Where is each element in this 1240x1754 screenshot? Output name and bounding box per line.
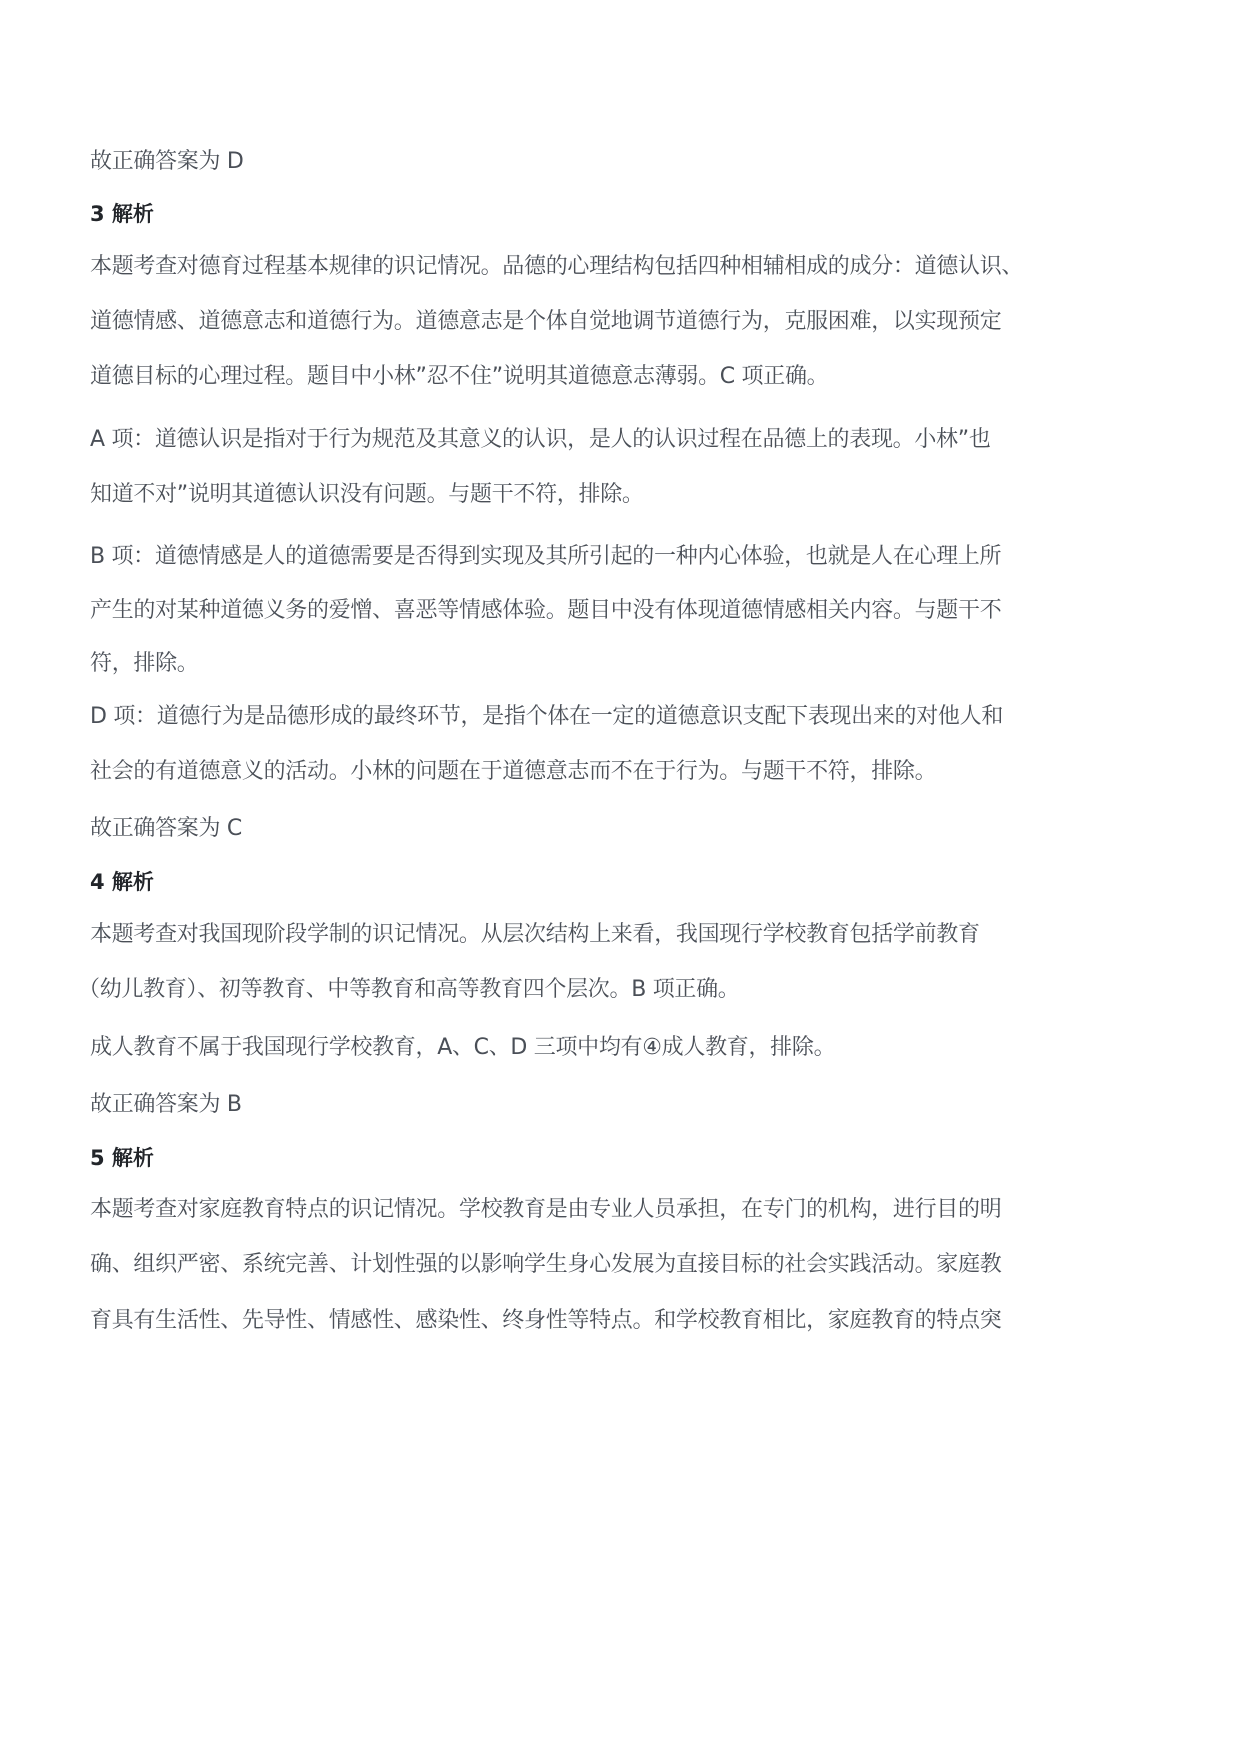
q3-option-b-line-2: 产生的对某种道德义务的爱憎、喜恶等情感体验。题目中没有体现道德情感相关内容。与题干不 <box>90 598 1002 623</box>
q3-intro-line-1: 本题考查对德育过程基本规律的识记情况。品德的心理结构包括四种相辅相成的成分：道德认识、 <box>90 254 1024 279</box>
q5-intro-line-3: 育具有生活性、先导性、情感性、感染性、终身性等特点。和学校教育相比，家庭教育的特点突 <box>90 1308 1002 1333</box>
q5-intro-line-2: 确、组织严密、系统完善、计划性强的以影响学生身心发展为直接目标的社会实践活动。家庭教 <box>90 1252 1002 1277</box>
answer-line-q3: 故正确答案为 C <box>90 816 242 841</box>
q5-intro-line-1: 本题考查对家庭教育特点的识记情况。学校教育是由专业人员承担，在专门的机构，进行目的明 <box>90 1197 1002 1222</box>
q3-option-b-line-1: B 项：道德情感是人的道德需要是否得到实现及其所引起的一种内心体验，也就是人在心理上所 <box>90 544 1002 569</box>
q3-option-a-line-1: A 项：道德认识是指对于行为规范及其意义的认识，是人的认识过程在品德上的表现。小林”也 <box>90 427 991 452</box>
heading-q4-analysis: 4 解析 <box>90 870 154 894</box>
answer-line-q2: 故正确答案为 D <box>90 149 244 174</box>
q3-option-d-line-1: D 项：道德行为是品德形成的最终环节，是指个体在一定的道德意识支配下表现出来的对他人和 <box>90 704 1004 729</box>
heading-q5-analysis: 5 解析 <box>90 1146 154 1170</box>
q4-intro-line-1: 本题考查对我国现阶段学制的识记情况。从层次结构上来看，我国现行学校教育包括学前教育 <box>90 922 980 947</box>
q3-option-d-line-2: 社会的有道德意义的活动。小林的问题在于道德意志而不在于行为。与题干不符，排除。 <box>90 759 937 784</box>
q4-exclusion-line: 成人教育不属于我国现行学校教育，A、C、D 三项中均有④成人教育，排除。 <box>90 1035 836 1060</box>
answer-line-q4: 故正确答案为 B <box>90 1092 242 1117</box>
q3-option-b-line-3: 符，排除。 <box>90 651 199 676</box>
q3-intro-line-3: 道德目标的心理过程。题目中小林”忍不住”说明其道德意志薄弱。C 项正确。 <box>90 364 829 389</box>
q4-intro-line-2: （幼儿教育）、初等教育、中等教育和高等教育四个层次。B 项正确。 <box>78 977 740 1002</box>
heading-q3-analysis: 3 解析 <box>90 202 154 226</box>
q3-intro-line-2: 道德情感、道德意志和道德行为。道德意志是个体自觉地调节道德行为，克服困难，以实现预定 <box>90 309 1002 334</box>
q3-option-a-line-2: 知道不对”说明其道德认识没有问题。与题干不符，排除。 <box>90 482 644 507</box>
